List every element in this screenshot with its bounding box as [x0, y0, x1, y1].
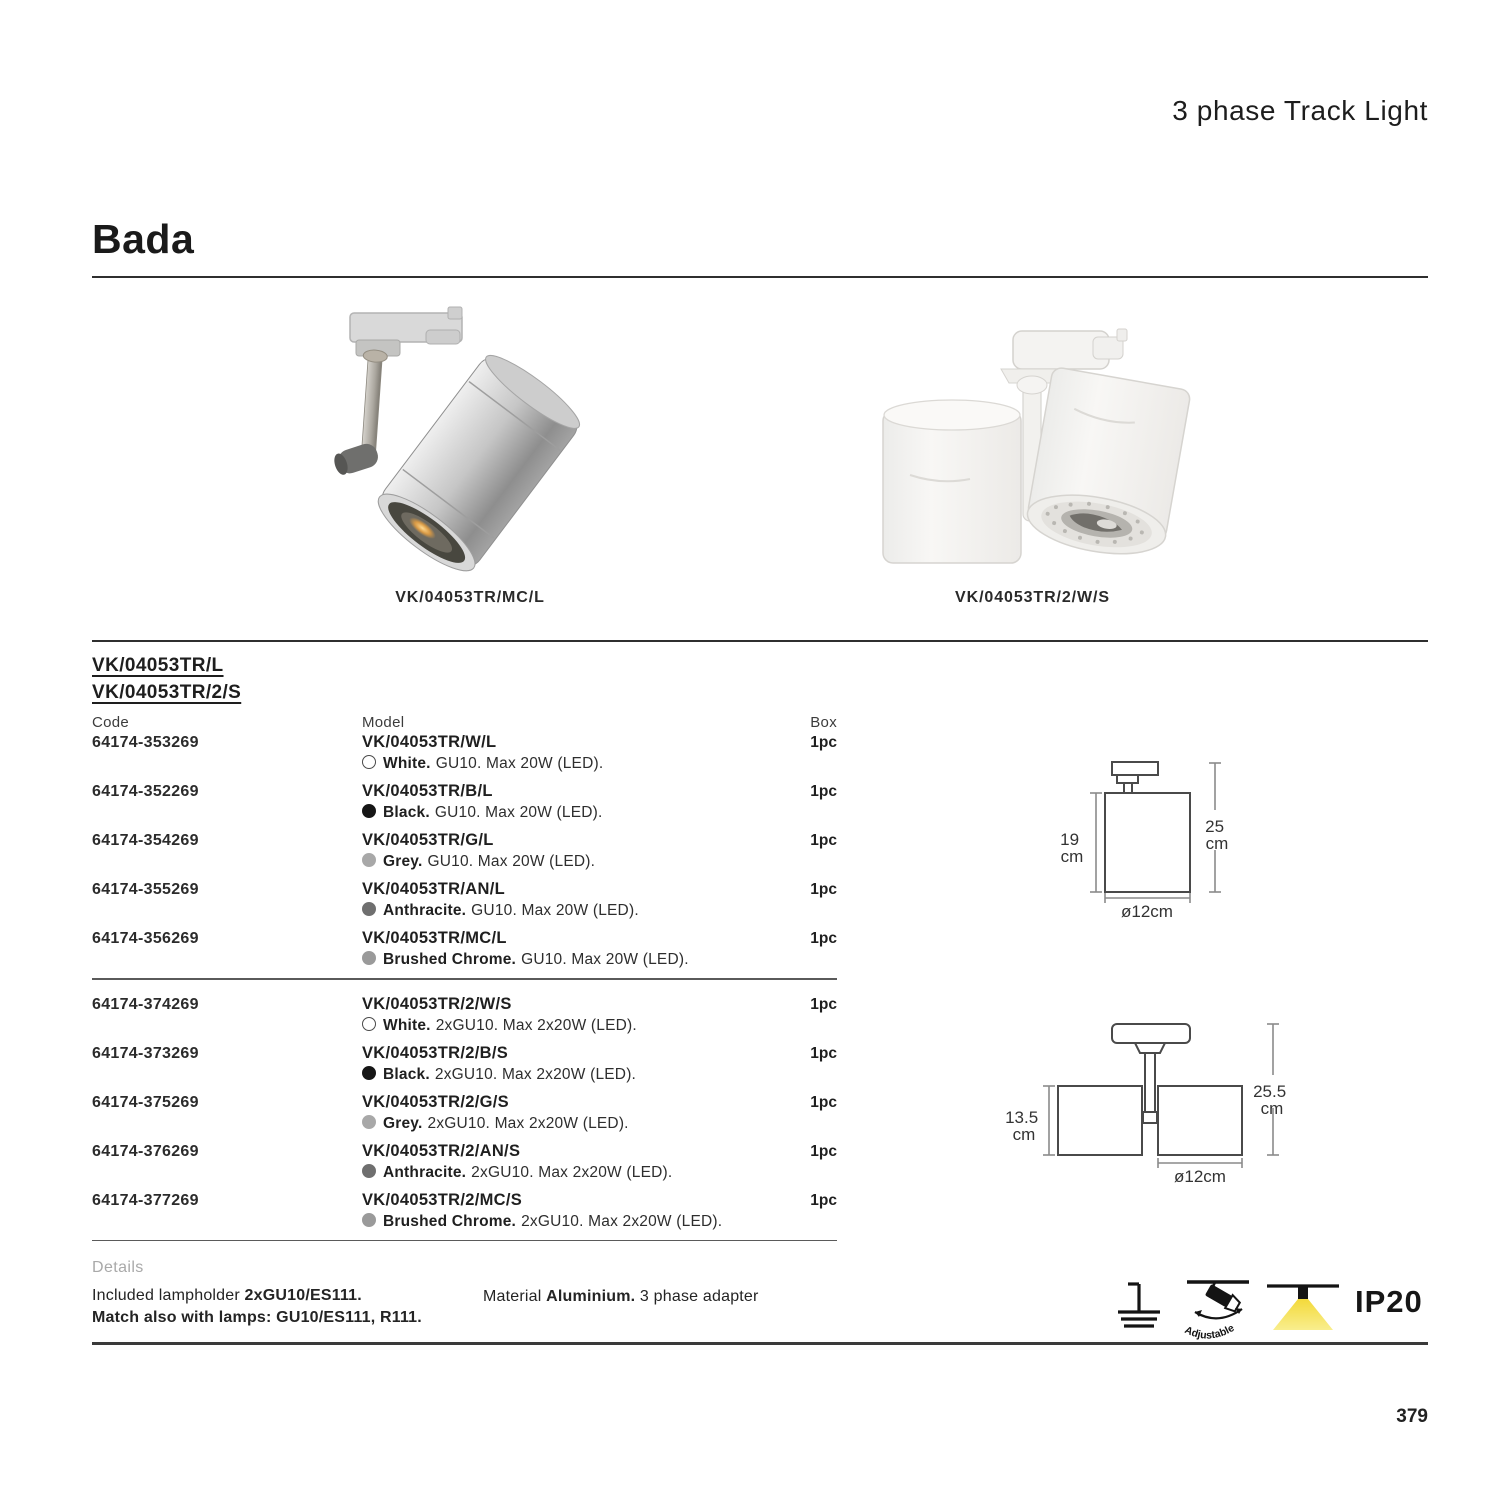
product-model: VK/04053TR/2/AN/S [362, 1141, 521, 1160]
product-description: White. GU10. Max 20W (LED). [362, 755, 792, 773]
ip-rating: IP20 [1355, 1284, 1423, 1319]
table-header [92, 714, 837, 733]
box-quantity: 1pc [810, 783, 837, 800]
product-model: VK/04053TR/MC/L [362, 929, 507, 947]
color-dot [362, 755, 376, 769]
product-code: 64174-377269 [92, 1191, 199, 1209]
track-adapter [350, 307, 462, 356]
box-quantity: 1pc [810, 1142, 837, 1160]
pivot-knob [332, 441, 381, 477]
material-line: Material Aluminium. 3 phase adapter [483, 1288, 759, 1305]
earth-icon [1115, 1281, 1163, 1333]
color-dot [362, 804, 376, 818]
page-number: 379 [1396, 1406, 1428, 1427]
product-model: VK/04053TR/2/MC/S [362, 1190, 523, 1209]
lamp-body-right [1023, 367, 1191, 564]
table-row [92, 1093, 837, 1142]
color-dot [362, 951, 376, 965]
header-model: Model [362, 714, 405, 731]
details-line-1: Included lampholder 2xGU10/ES111. [92, 1287, 362, 1304]
adjustable-icon [1178, 1276, 1258, 1348]
product-model: VK/04053TR/2/B/S [362, 1043, 509, 1062]
product-caption-2: VK/04053TR/2/W/S [955, 589, 1110, 606]
product-description: Black. 2xGU10. Max 2x20W (LED). [362, 1066, 792, 1084]
table-row [92, 733, 837, 782]
product-model: VK/04053TR/2/W/S [362, 994, 512, 1013]
divider [92, 276, 1428, 278]
product-description: Anthracite. 2xGU10. Max 2x20W (LED). [362, 1164, 792, 1182]
product-description: Brushed Chrome. GU10. Max 20W (LED). [362, 951, 792, 969]
product-description: Brushed Chrome. 2xGU10. Max 2x20W (LED). [362, 1213, 792, 1231]
product-photo-double-spot [865, 315, 1195, 575]
product-code: 64174-374269 [92, 995, 199, 1013]
dim-total-height: 25 cm [1205, 817, 1229, 853]
model-family-heading-1: VK/04053TR/L [92, 655, 224, 676]
details-line-2: Match also with lamps: GU10/ES111, R111. [92, 1309, 422, 1326]
product-model: VK/04053TR/G/L [362, 831, 494, 849]
table-row [92, 782, 837, 831]
product-model: VK/04053TR/2/G/S [362, 1092, 509, 1111]
box-quantity: 1pc [810, 1191, 837, 1209]
product-code: 64174-354269 [92, 832, 199, 849]
product-code: 64174-352269 [92, 783, 199, 800]
svg-text:Adjustable: Adjustable [1182, 1322, 1237, 1342]
dim-diameter: ø12cm [1174, 1167, 1226, 1186]
lamp-body [369, 346, 588, 575]
product-description: Anthracite. GU10. Max 20W (LED). [362, 902, 792, 920]
dim-total-height: 25.5 cm [1253, 1082, 1287, 1118]
box-quantity: 1pc [810, 995, 837, 1013]
dim-body-height: 19 cm [1060, 830, 1084, 866]
product-table [92, 714, 837, 1327]
color-dot [362, 1164, 376, 1178]
divider [92, 640, 1428, 642]
product-code: 64174-376269 [92, 1142, 199, 1160]
product-description: White. 2xGU10. Max 2x20W (LED). [362, 1017, 792, 1035]
table-row [92, 1044, 837, 1093]
product-description: Black. GU10. Max 20W (LED). [362, 804, 792, 822]
details-label: Details [92, 1259, 144, 1276]
color-dot [362, 1213, 376, 1227]
table-row [92, 880, 837, 929]
product-caption-1: VK/04053TR/MC/L [395, 589, 545, 606]
product-code: 64174-355269 [92, 881, 199, 898]
page-title: Bada [92, 216, 195, 262]
lamp-body-left [883, 400, 1021, 563]
product-code: 64174-373269 [92, 1044, 199, 1062]
product-description: Grey. GU10. Max 20W (LED). [362, 853, 792, 871]
product-model: VK/04053TR/W/L [362, 733, 497, 751]
box-quantity: 1pc [810, 734, 837, 751]
table-row [92, 929, 837, 978]
table-group-divider [92, 978, 837, 980]
box-quantity: 1pc [810, 1093, 837, 1111]
dim-body-height: 13.5 cm [1005, 1108, 1039, 1144]
product-code: 64174-356269 [92, 930, 199, 947]
color-dot [362, 1066, 376, 1080]
stem [356, 349, 387, 454]
table-row [92, 1191, 837, 1240]
product-code: 64174-375269 [92, 1093, 199, 1111]
dimension-diagram-double [1000, 1015, 1300, 1190]
product-model: VK/04053TR/B/L [362, 782, 493, 800]
product-code: 64174-353269 [92, 734, 199, 751]
color-dot [362, 1017, 376, 1031]
box-quantity: 1pc [810, 832, 837, 849]
table-group-divider [92, 1240, 837, 1242]
color-dot [362, 1115, 376, 1129]
product-photo-single-spot [330, 300, 610, 575]
beam-light-icon [1265, 1281, 1341, 1337]
header-box: Box [810, 714, 837, 731]
box-quantity: 1pc [810, 930, 837, 947]
dim-diameter: ø12cm [1121, 902, 1173, 921]
table-row [92, 831, 837, 880]
footer-divider [92, 1342, 1428, 1345]
color-dot [362, 853, 376, 867]
header-code: Code [92, 714, 130, 731]
dimension-diagram-single [1040, 750, 1260, 925]
product-description: Grey. 2xGU10. Max 2x20W (LED). [362, 1115, 792, 1133]
table-row [92, 995, 837, 1044]
box-quantity: 1pc [810, 881, 837, 898]
category-header: 3 phase Track Light [1172, 95, 1428, 126]
model-family-heading-2: VK/04053TR/2/S [92, 682, 242, 703]
product-model: VK/04053TR/AN/L [362, 880, 505, 898]
color-dot [362, 902, 376, 916]
box-quantity: 1pc [810, 1044, 837, 1062]
table-row [92, 1142, 837, 1191]
